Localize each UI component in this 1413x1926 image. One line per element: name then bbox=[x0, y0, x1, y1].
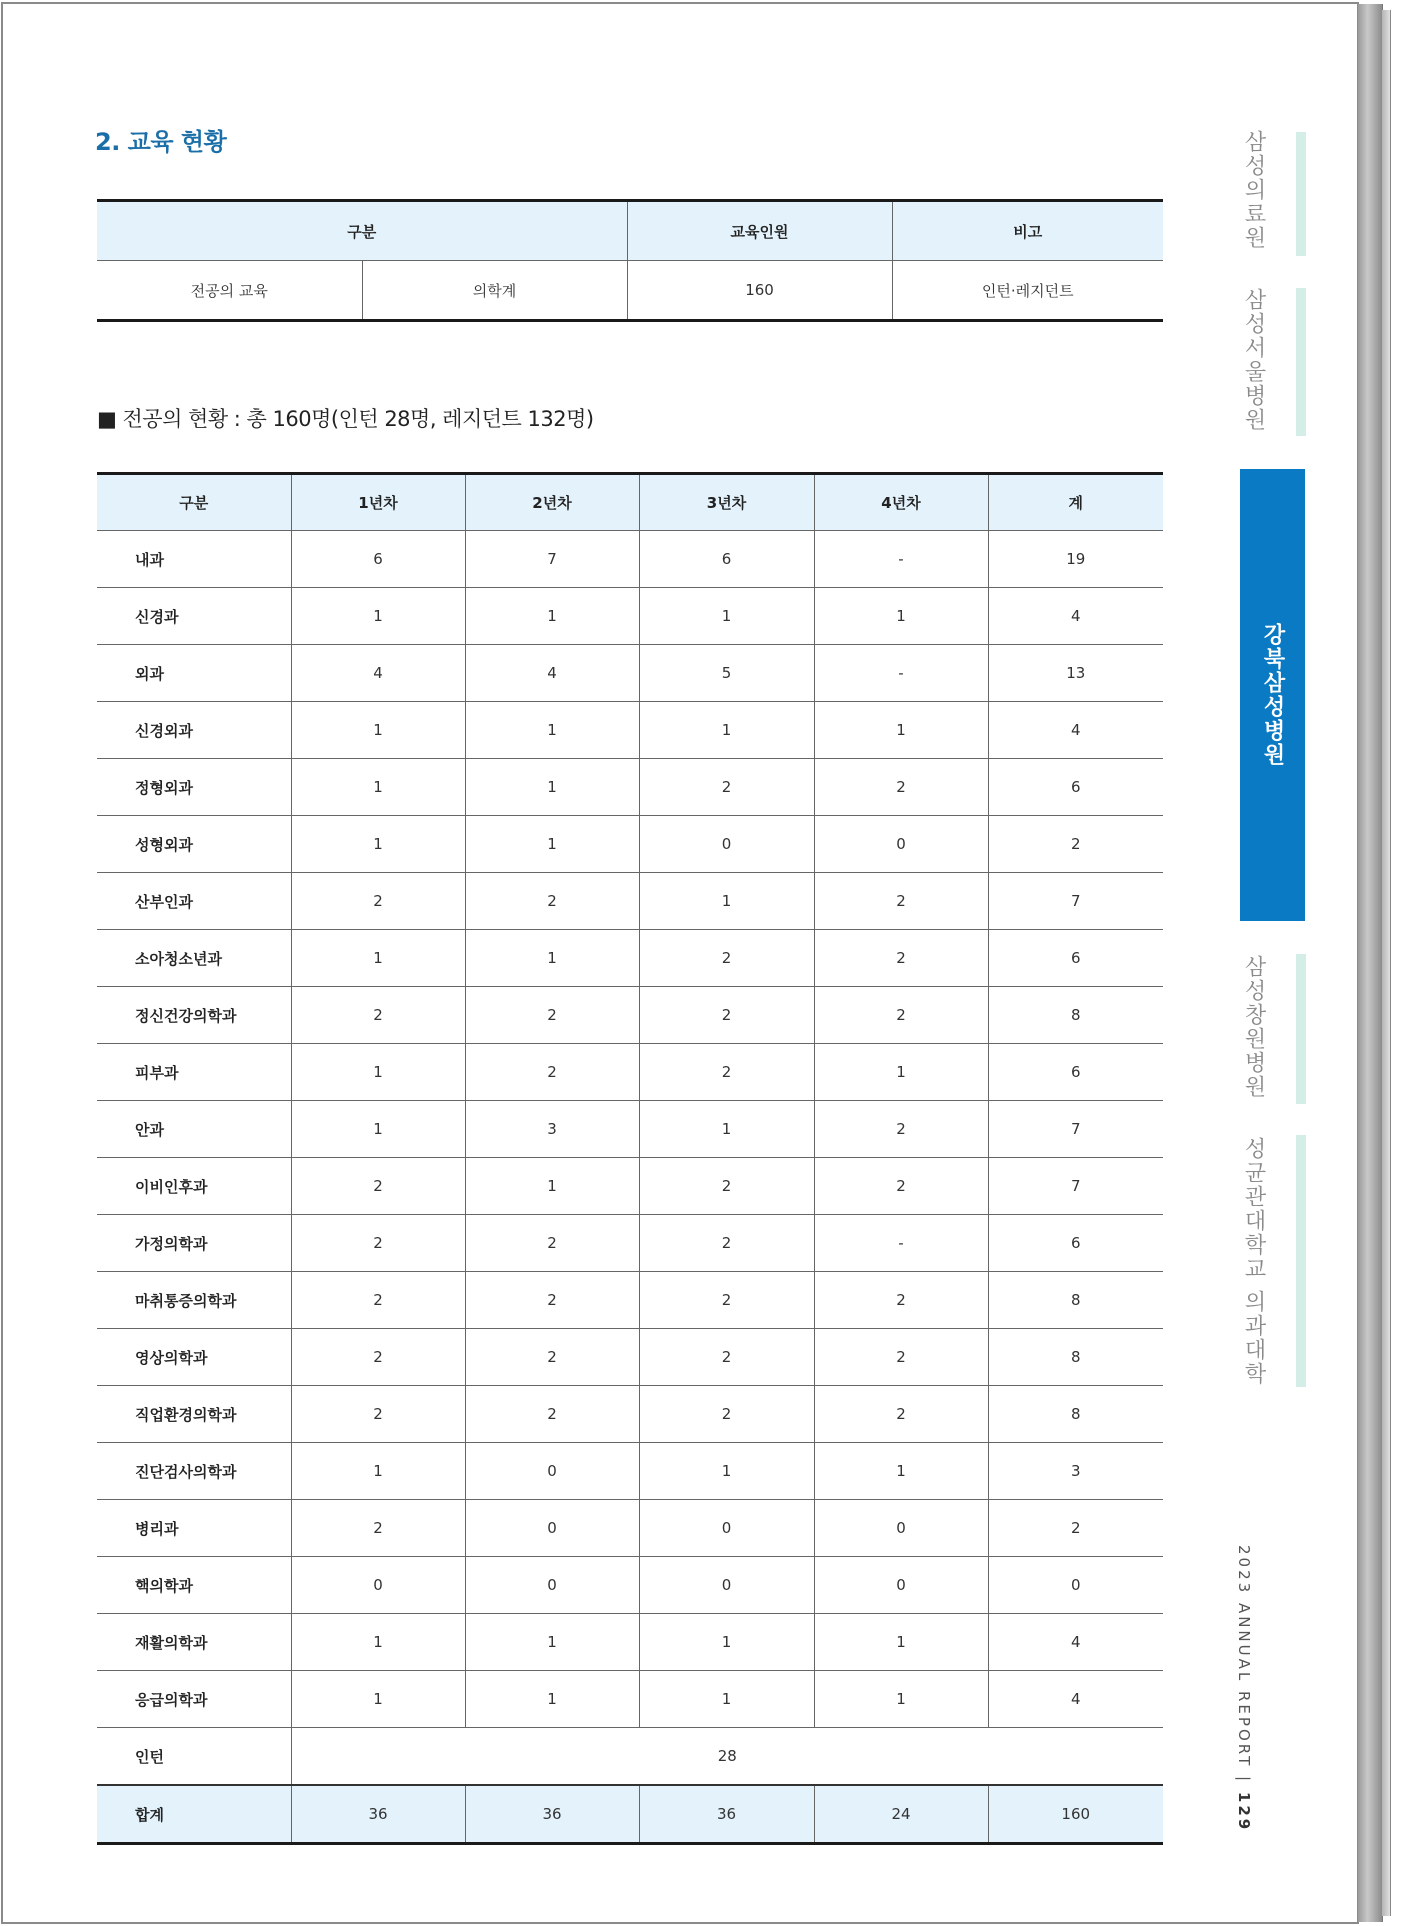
table-cell: 4 bbox=[988, 702, 1163, 759]
total-cell: 36 bbox=[465, 1785, 639, 1844]
table-cell: 1 bbox=[814, 1671, 988, 1728]
table-cell: 1 bbox=[291, 816, 465, 873]
resident-status-table bbox=[97, 472, 1163, 1845]
table-row bbox=[97, 1386, 1163, 1443]
table-cell: 0 bbox=[639, 1500, 814, 1557]
tab-indicator bbox=[1296, 1135, 1306, 1387]
table-cell: 2 bbox=[639, 759, 814, 816]
table-cell: 2 bbox=[814, 873, 988, 930]
table-cell: 2 bbox=[814, 930, 988, 987]
row-department: 직업환경의학과 bbox=[97, 1386, 291, 1443]
tab-samsung-medical-center[interactable]: 삼성의료원 bbox=[1241, 130, 1266, 250]
table-row bbox=[97, 1443, 1163, 1500]
table-cell: 2 bbox=[814, 987, 988, 1044]
table-cell: 2 bbox=[291, 1386, 465, 1443]
table-cell: 2 bbox=[814, 759, 988, 816]
header-total: 계 bbox=[988, 474, 1163, 531]
row-department: 영상의학과 bbox=[97, 1329, 291, 1386]
page-number: 129 bbox=[1235, 1791, 1253, 1833]
row-department: 병리과 bbox=[97, 1500, 291, 1557]
table-row bbox=[97, 987, 1163, 1044]
table-cell: 1 bbox=[465, 702, 639, 759]
resident-status-heading: ■ 전공의 현황 : 총 160명(인턴 28명, 레지던트 132명) bbox=[97, 407, 594, 431]
table-cell: 2 bbox=[639, 1215, 814, 1272]
table-cell: 2 bbox=[639, 987, 814, 1044]
table-cell: 1 bbox=[291, 702, 465, 759]
table-cell: 1 bbox=[291, 1671, 465, 1728]
header-year4: 4년차 bbox=[814, 474, 988, 531]
report-footer bbox=[1235, 1545, 1253, 1832]
table-cell: 2 bbox=[291, 1215, 465, 1272]
table-cell: 0 bbox=[639, 816, 814, 873]
table-cell: 2 bbox=[291, 1272, 465, 1329]
table-row bbox=[97, 1158, 1163, 1215]
table-cell: 2 bbox=[465, 1215, 639, 1272]
table-cell: 2 bbox=[639, 1272, 814, 1329]
table-cell: 2 bbox=[639, 930, 814, 987]
table-cell: 4 bbox=[988, 1614, 1163, 1671]
intern-count: 28 bbox=[291, 1728, 1163, 1786]
table-cell: 2 bbox=[639, 1044, 814, 1101]
table-cell: 2 bbox=[291, 1158, 465, 1215]
table-cell: 1 bbox=[814, 702, 988, 759]
section-title: 2. 교육 현황 bbox=[95, 128, 227, 156]
table-cell: 7 bbox=[988, 1101, 1163, 1158]
table-cell: 2 bbox=[639, 1158, 814, 1215]
table-cell: 3 bbox=[465, 1101, 639, 1158]
total-cell: 160 bbox=[988, 1785, 1163, 1844]
table-cell: 19 bbox=[988, 531, 1163, 588]
tab-indicator bbox=[1296, 954, 1306, 1104]
table-row bbox=[97, 1671, 1163, 1728]
row-department: 외과 bbox=[97, 645, 291, 702]
table-row bbox=[97, 1215, 1163, 1272]
table-cell: 2 bbox=[465, 1386, 639, 1443]
table-cell: - bbox=[814, 645, 988, 702]
row-department: 핵의학과 bbox=[97, 1557, 291, 1614]
table-cell: 4 bbox=[465, 645, 639, 702]
table-cell: 2 bbox=[988, 816, 1163, 873]
tab-kangbuk-samsung-hospital[interactable] bbox=[1240, 469, 1305, 921]
total-cell: 36 bbox=[639, 1785, 814, 1844]
table-cell: 1 bbox=[465, 1671, 639, 1728]
table-cell: 1 bbox=[639, 1443, 814, 1500]
table-row bbox=[97, 816, 1163, 873]
table-cell: 0 bbox=[465, 1500, 639, 1557]
row-department: 안과 bbox=[97, 1101, 291, 1158]
cell-field: 의학계 bbox=[362, 261, 627, 321]
tab-samsung-seoul-hospital[interactable]: 삼성서울병원 bbox=[1241, 288, 1266, 432]
cell-education-type: 전공의 교육 bbox=[190, 281, 268, 300]
cell-note: 인턴·레지던트 bbox=[892, 261, 1163, 321]
table-cell: 8 bbox=[988, 1386, 1163, 1443]
table-cell: 1 bbox=[465, 759, 639, 816]
table-cell: 1 bbox=[639, 1671, 814, 1728]
table-cell: 8 bbox=[988, 1272, 1163, 1329]
table-cell: 6 bbox=[988, 1044, 1163, 1101]
table-row bbox=[97, 873, 1163, 930]
table-cell: 13 bbox=[988, 645, 1163, 702]
table-cell: 1 bbox=[291, 1101, 465, 1158]
table-cell: - bbox=[814, 531, 988, 588]
row-department: 산부인과 bbox=[97, 873, 291, 930]
header-category: 구분 bbox=[97, 201, 627, 261]
row-department: 응급의학과 bbox=[97, 1671, 291, 1728]
table-cell: 1 bbox=[291, 1044, 465, 1101]
tab-skku-medicine[interactable]: 성균관대학교 의과대학 bbox=[1241, 1137, 1266, 1386]
table-cell: 1 bbox=[814, 1614, 988, 1671]
table-cell: 2 bbox=[465, 1044, 639, 1101]
row-department: 정형외과 bbox=[97, 759, 291, 816]
table-cell: 6 bbox=[988, 1215, 1163, 1272]
row-department: 진단검사의학과 bbox=[97, 1443, 291, 1500]
tab-indicator bbox=[1296, 288, 1306, 436]
row-department: 마취통증의학과 bbox=[97, 1272, 291, 1329]
table-cell: 7 bbox=[988, 1158, 1163, 1215]
table-cell: 1 bbox=[639, 1614, 814, 1671]
table-cell: 2 bbox=[465, 1272, 639, 1329]
table-cell: 2 bbox=[639, 1386, 814, 1443]
table-row bbox=[97, 1329, 1163, 1386]
table-cell: 4 bbox=[988, 1671, 1163, 1728]
table-cell: 1 bbox=[639, 1101, 814, 1158]
table-cell: 7 bbox=[465, 531, 639, 588]
row-department: 소아청소년과 bbox=[97, 930, 291, 987]
table-cell: 0 bbox=[814, 1557, 988, 1614]
row-department: 이비인후과 bbox=[97, 1158, 291, 1215]
table-cell: 2 bbox=[814, 1158, 988, 1215]
report-title: 2023 ANNUAL REPORT bbox=[1235, 1545, 1253, 1769]
table-cell: 2 bbox=[814, 1272, 988, 1329]
table-cell: 0 bbox=[814, 1500, 988, 1557]
table-row bbox=[97, 261, 1163, 321]
table-cell: 0 bbox=[988, 1557, 1163, 1614]
table-cell: 8 bbox=[988, 987, 1163, 1044]
row-department: 정신건강의학과 bbox=[97, 987, 291, 1044]
row-department: 가정의학과 bbox=[97, 1215, 291, 1272]
table-cell: 1 bbox=[291, 759, 465, 816]
table-cell: 1 bbox=[291, 588, 465, 645]
header-year2: 2년차 bbox=[465, 474, 639, 531]
table-cell: 0 bbox=[639, 1557, 814, 1614]
table-cell: 4 bbox=[988, 588, 1163, 645]
header-year3: 3년차 bbox=[639, 474, 814, 531]
table-cell: 1 bbox=[465, 816, 639, 873]
table-cell: 2 bbox=[639, 1329, 814, 1386]
row-department: 신경과 bbox=[97, 588, 291, 645]
row-department: 합계 bbox=[97, 1785, 291, 1844]
table-row bbox=[97, 1044, 1163, 1101]
table-row bbox=[97, 702, 1163, 759]
table-row-intern bbox=[97, 1728, 1163, 1786]
table-cell: 8 bbox=[988, 1329, 1163, 1386]
table-cell: 6 bbox=[988, 930, 1163, 987]
table-cell: 5 bbox=[639, 645, 814, 702]
tab-label: 강북삼성병원 bbox=[1260, 623, 1285, 767]
header-year1: 1년차 bbox=[291, 474, 465, 531]
table-cell: 1 bbox=[639, 873, 814, 930]
table-row bbox=[97, 1614, 1163, 1671]
table-row bbox=[97, 759, 1163, 816]
table-row bbox=[97, 1272, 1163, 1329]
tab-indicator bbox=[1296, 132, 1306, 256]
table-cell: 1 bbox=[465, 588, 639, 645]
table-cell: 2 bbox=[465, 873, 639, 930]
report-separator: | bbox=[1235, 1776, 1253, 1785]
table-row bbox=[97, 930, 1163, 987]
table-cell: 7 bbox=[988, 873, 1163, 930]
table-cell: 0 bbox=[814, 816, 988, 873]
table-cell: 2 bbox=[814, 1101, 988, 1158]
table-cell: 4 bbox=[291, 645, 465, 702]
table-cell: 1 bbox=[291, 930, 465, 987]
table-cell: 3 bbox=[988, 1443, 1163, 1500]
table-row-total bbox=[97, 1785, 1163, 1844]
page-stack-edge-outer bbox=[1382, 10, 1391, 1916]
table-row bbox=[97, 645, 1163, 702]
table-cell: 2 bbox=[291, 873, 465, 930]
table-cell: 1 bbox=[639, 588, 814, 645]
table-cell: 2 bbox=[465, 987, 639, 1044]
total-cell: 36 bbox=[291, 1785, 465, 1844]
table-cell: 2 bbox=[814, 1386, 988, 1443]
row-department: 재활의학과 bbox=[97, 1614, 291, 1671]
row-department: 피부과 bbox=[97, 1044, 291, 1101]
table-cell: 1 bbox=[465, 1614, 639, 1671]
cell-staff-count: 160 bbox=[627, 261, 892, 321]
header-category: 구분 bbox=[97, 474, 291, 531]
header-staff: 교육인원 bbox=[627, 201, 892, 261]
table-cell: 6 bbox=[639, 531, 814, 588]
row-department: 신경외과 bbox=[97, 702, 291, 759]
row-department: 인턴 bbox=[97, 1728, 291, 1786]
table-cell: 0 bbox=[465, 1557, 639, 1614]
table-cell: 1 bbox=[814, 588, 988, 645]
table-cell: 0 bbox=[465, 1443, 639, 1500]
table-cell: 1 bbox=[814, 1044, 988, 1101]
table-row bbox=[97, 1500, 1163, 1557]
row-department: 성형외과 bbox=[97, 816, 291, 873]
table-cell: 1 bbox=[291, 1443, 465, 1500]
page-stack-edge bbox=[1358, 4, 1383, 1922]
table-cell: 2 bbox=[988, 1500, 1163, 1557]
header-note: 비고 bbox=[892, 201, 1163, 261]
tab-samsung-changwon-hospital[interactable]: 삼성창원병원 bbox=[1241, 955, 1266, 1099]
table-cell: - bbox=[814, 1215, 988, 1272]
table-row bbox=[97, 1101, 1163, 1158]
table-cell: 2 bbox=[291, 1329, 465, 1386]
total-cell: 24 bbox=[814, 1785, 988, 1844]
table-cell: 6 bbox=[291, 531, 465, 588]
table-cell: 0 bbox=[291, 1557, 465, 1614]
table-row bbox=[97, 531, 1163, 588]
row-department: 내과 bbox=[97, 531, 291, 588]
table-cell: 1 bbox=[465, 930, 639, 987]
table-cell: 1 bbox=[639, 702, 814, 759]
table-cell: 2 bbox=[291, 987, 465, 1044]
table-cell: 6 bbox=[988, 759, 1163, 816]
table-cell: 2 bbox=[291, 1500, 465, 1557]
table-cell: 1 bbox=[814, 1443, 988, 1500]
table-cell: 1 bbox=[291, 1614, 465, 1671]
table-row bbox=[97, 588, 1163, 645]
table-cell: 2 bbox=[814, 1329, 988, 1386]
table-cell: 1 bbox=[465, 1158, 639, 1215]
table-cell: 2 bbox=[465, 1329, 639, 1386]
table-row bbox=[97, 1557, 1163, 1614]
education-summary-table bbox=[97, 199, 1163, 322]
